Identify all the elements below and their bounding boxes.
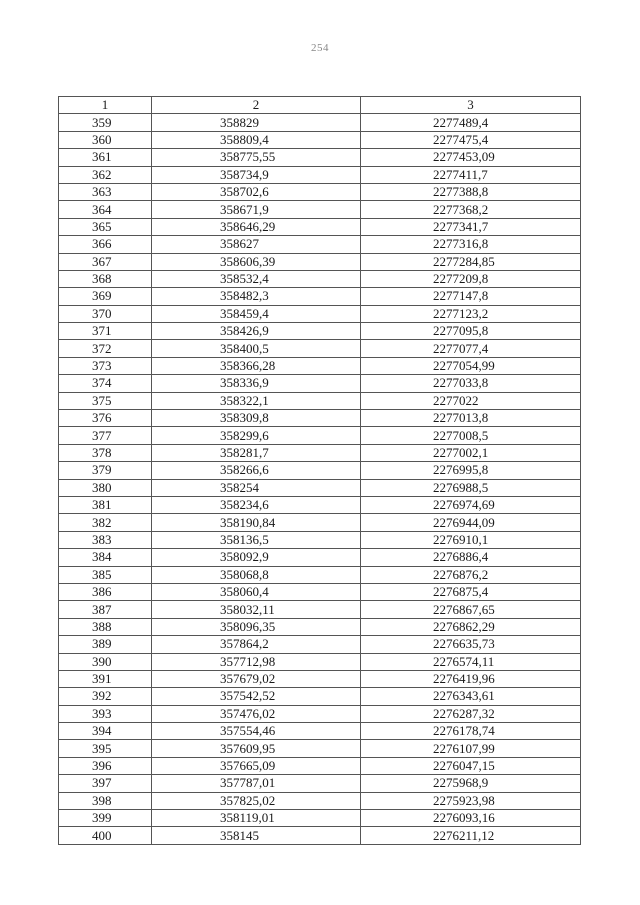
table-header	[59, 97, 581, 114]
x-coordinate-cell: 357665,09	[152, 757, 361, 774]
x-coordinate-cell: 358322,1	[152, 392, 361, 409]
table-row	[59, 810, 581, 827]
point-number-cell: 360	[59, 131, 152, 148]
point-number-cell: 359	[59, 114, 152, 131]
point-number-cell: 399	[59, 810, 152, 827]
y-coordinate-cell: 2276988,5	[361, 479, 581, 496]
table-row	[59, 705, 581, 722]
point-number-cell: 389	[59, 636, 152, 653]
column-header-2: 2	[152, 97, 361, 114]
table-row	[59, 410, 581, 427]
point-number-cell: 381	[59, 496, 152, 513]
y-coordinate-cell: 2276047,15	[361, 757, 581, 774]
x-coordinate-cell: 358734,9	[152, 166, 361, 183]
point-number-cell: 388	[59, 618, 152, 635]
table-row	[59, 166, 581, 183]
coordinates-table	[58, 96, 581, 845]
point-number-cell: 373	[59, 357, 152, 374]
y-coordinate-cell: 2277489,4	[361, 114, 581, 131]
x-coordinate-cell: 358136,5	[152, 531, 361, 548]
table-row	[59, 653, 581, 670]
x-coordinate-cell: 358702,6	[152, 183, 361, 200]
point-number-cell: 396	[59, 757, 152, 774]
point-number-cell: 365	[59, 218, 152, 235]
y-coordinate-cell: 2276343,61	[361, 688, 581, 705]
y-coordinate-cell: 2277475,4	[361, 131, 581, 148]
y-coordinate-cell: 2276886,4	[361, 549, 581, 566]
point-number-cell: 397	[59, 775, 152, 792]
table-row	[59, 636, 581, 653]
table-row	[59, 340, 581, 357]
y-coordinate-cell: 2277033,8	[361, 375, 581, 392]
x-coordinate-cell: 358299,6	[152, 427, 361, 444]
y-coordinate-cell: 2275923,98	[361, 792, 581, 809]
table-row	[59, 514, 581, 531]
table-row	[59, 218, 581, 235]
table-row	[59, 566, 581, 583]
y-coordinate-cell: 2276862,29	[361, 618, 581, 635]
x-coordinate-cell: 358096,35	[152, 618, 361, 635]
y-coordinate-cell: 2277123,2	[361, 305, 581, 322]
table-row	[59, 479, 581, 496]
point-number-cell: 391	[59, 670, 152, 687]
table-row	[59, 618, 581, 635]
y-coordinate-cell: 2276093,16	[361, 810, 581, 827]
x-coordinate-cell: 358068,8	[152, 566, 361, 583]
point-number-cell: 392	[59, 688, 152, 705]
x-coordinate-cell: 357787,01	[152, 775, 361, 792]
point-number-cell: 394	[59, 723, 152, 740]
point-number-cell: 385	[59, 566, 152, 583]
x-coordinate-cell: 358606,39	[152, 253, 361, 270]
table-row	[59, 531, 581, 548]
x-coordinate-cell: 358646,29	[152, 218, 361, 235]
point-number-cell: 387	[59, 601, 152, 618]
y-coordinate-cell: 2275968,9	[361, 775, 581, 792]
point-number-cell: 369	[59, 288, 152, 305]
x-coordinate-cell: 358426,9	[152, 323, 361, 340]
column-header-1: 1	[59, 97, 152, 114]
point-number-cell: 374	[59, 375, 152, 392]
column-header-3: 3	[361, 97, 581, 114]
table-row	[59, 305, 581, 322]
x-coordinate-cell: 358400,5	[152, 340, 361, 357]
x-coordinate-cell: 357679,02	[152, 670, 361, 687]
y-coordinate-cell: 2277013,8	[361, 410, 581, 427]
point-number-cell: 386	[59, 583, 152, 600]
x-coordinate-cell: 357825,02	[152, 792, 361, 809]
point-number-cell: 361	[59, 149, 152, 166]
y-coordinate-cell: 2276944,09	[361, 514, 581, 531]
table-row	[59, 740, 581, 757]
table-row	[59, 723, 581, 740]
y-coordinate-cell: 2276211,12	[361, 827, 581, 844]
y-coordinate-cell: 2277341,7	[361, 218, 581, 235]
x-coordinate-cell: 358254	[152, 479, 361, 496]
table-row	[59, 688, 581, 705]
y-coordinate-cell: 2276635,73	[361, 636, 581, 653]
x-coordinate-cell: 358775,55	[152, 149, 361, 166]
table-row	[59, 583, 581, 600]
x-coordinate-cell: 358671,9	[152, 201, 361, 218]
point-number-cell: 370	[59, 305, 152, 322]
table-row	[59, 131, 581, 148]
x-coordinate-cell: 358459,4	[152, 305, 361, 322]
table-row	[59, 444, 581, 461]
page-number: 254	[311, 42, 329, 54]
table-row	[59, 114, 581, 131]
x-coordinate-cell: 358145	[152, 827, 361, 844]
y-coordinate-cell: 2277368,2	[361, 201, 581, 218]
x-coordinate-cell: 357864,2	[152, 636, 361, 653]
y-coordinate-cell: 2276419,96	[361, 670, 581, 687]
x-coordinate-cell: 357554,46	[152, 723, 361, 740]
y-coordinate-cell: 2277077,4	[361, 340, 581, 357]
y-coordinate-cell: 2277411,7	[361, 166, 581, 183]
table-row	[59, 670, 581, 687]
table-row	[59, 392, 581, 409]
y-coordinate-cell: 2277054,99	[361, 357, 581, 374]
y-coordinate-cell: 2277002,1	[361, 444, 581, 461]
y-coordinate-cell: 2277147,8	[361, 288, 581, 305]
point-number-cell: 398	[59, 792, 152, 809]
x-coordinate-cell: 358482,3	[152, 288, 361, 305]
y-coordinate-cell: 2277095,8	[361, 323, 581, 340]
table-row	[59, 827, 581, 844]
x-coordinate-cell: 357542,52	[152, 688, 361, 705]
y-coordinate-cell: 2276867,65	[361, 601, 581, 618]
x-coordinate-cell: 357609,95	[152, 740, 361, 757]
table-row	[59, 427, 581, 444]
table-row	[59, 549, 581, 566]
x-coordinate-cell: 358366,28	[152, 357, 361, 374]
point-number-cell: 371	[59, 323, 152, 340]
x-coordinate-cell: 357712,98	[152, 653, 361, 670]
y-coordinate-cell: 2276974,69	[361, 496, 581, 513]
y-coordinate-cell: 2276875,4	[361, 583, 581, 600]
point-number-cell: 363	[59, 183, 152, 200]
table-row	[59, 601, 581, 618]
point-number-cell: 375	[59, 392, 152, 409]
point-number-cell: 377	[59, 427, 152, 444]
y-coordinate-cell: 2277284,85	[361, 253, 581, 270]
y-coordinate-cell: 2277388,8	[361, 183, 581, 200]
table-row	[59, 375, 581, 392]
table-row	[59, 253, 581, 270]
x-coordinate-cell: 358060,4	[152, 583, 361, 600]
x-coordinate-cell: 358281,7	[152, 444, 361, 461]
table-row	[59, 201, 581, 218]
point-number-cell: 382	[59, 514, 152, 531]
x-coordinate-cell: 357476,02	[152, 705, 361, 722]
x-coordinate-cell: 358119,01	[152, 810, 361, 827]
point-number-cell: 368	[59, 270, 152, 287]
table-body	[59, 114, 581, 844]
header-row	[59, 97, 581, 114]
point-number-cell: 383	[59, 531, 152, 548]
point-number-cell: 393	[59, 705, 152, 722]
x-coordinate-cell: 358809,4	[152, 131, 361, 148]
table-row	[59, 183, 581, 200]
x-coordinate-cell: 358627	[152, 236, 361, 253]
table-row	[59, 288, 581, 305]
table-row	[59, 357, 581, 374]
point-number-cell: 362	[59, 166, 152, 183]
table-row	[59, 149, 581, 166]
y-coordinate-cell: 2277022	[361, 392, 581, 409]
y-coordinate-cell: 2277209,8	[361, 270, 581, 287]
y-coordinate-cell: 2277453,09	[361, 149, 581, 166]
point-number-cell: 367	[59, 253, 152, 270]
point-number-cell: 395	[59, 740, 152, 757]
point-number-cell: 390	[59, 653, 152, 670]
table-row	[59, 792, 581, 809]
table-row	[59, 462, 581, 479]
x-coordinate-cell: 358092,9	[152, 549, 361, 566]
point-number-cell: 384	[59, 549, 152, 566]
point-number-cell: 376	[59, 410, 152, 427]
point-number-cell: 380	[59, 479, 152, 496]
x-coordinate-cell: 358234,6	[152, 496, 361, 513]
point-number-cell: 372	[59, 340, 152, 357]
point-number-cell: 378	[59, 444, 152, 461]
x-coordinate-cell: 358032,11	[152, 601, 361, 618]
y-coordinate-cell: 2276107,99	[361, 740, 581, 757]
x-coordinate-cell: 358309,8	[152, 410, 361, 427]
table-row	[59, 775, 581, 792]
table-row	[59, 757, 581, 774]
y-coordinate-cell: 2276995,8	[361, 462, 581, 479]
y-coordinate-cell: 2276876,2	[361, 566, 581, 583]
x-coordinate-cell: 358266,6	[152, 462, 361, 479]
point-number-cell: 366	[59, 236, 152, 253]
point-number-cell: 364	[59, 201, 152, 218]
x-coordinate-cell: 358336,9	[152, 375, 361, 392]
x-coordinate-cell: 358829	[152, 114, 361, 131]
point-number-cell: 379	[59, 462, 152, 479]
y-coordinate-cell: 2276574,11	[361, 653, 581, 670]
y-coordinate-cell: 2276910,1	[361, 531, 581, 548]
x-coordinate-cell: 358190,84	[152, 514, 361, 531]
y-coordinate-cell: 2276178,74	[361, 723, 581, 740]
table-row	[59, 496, 581, 513]
table-row	[59, 323, 581, 340]
table-row	[59, 236, 581, 253]
y-coordinate-cell: 2277316,8	[361, 236, 581, 253]
x-coordinate-cell: 358532,4	[152, 270, 361, 287]
point-number-cell: 400	[59, 827, 152, 844]
y-coordinate-cell: 2276287,32	[361, 705, 581, 722]
y-coordinate-cell: 2277008,5	[361, 427, 581, 444]
table-row	[59, 270, 581, 287]
